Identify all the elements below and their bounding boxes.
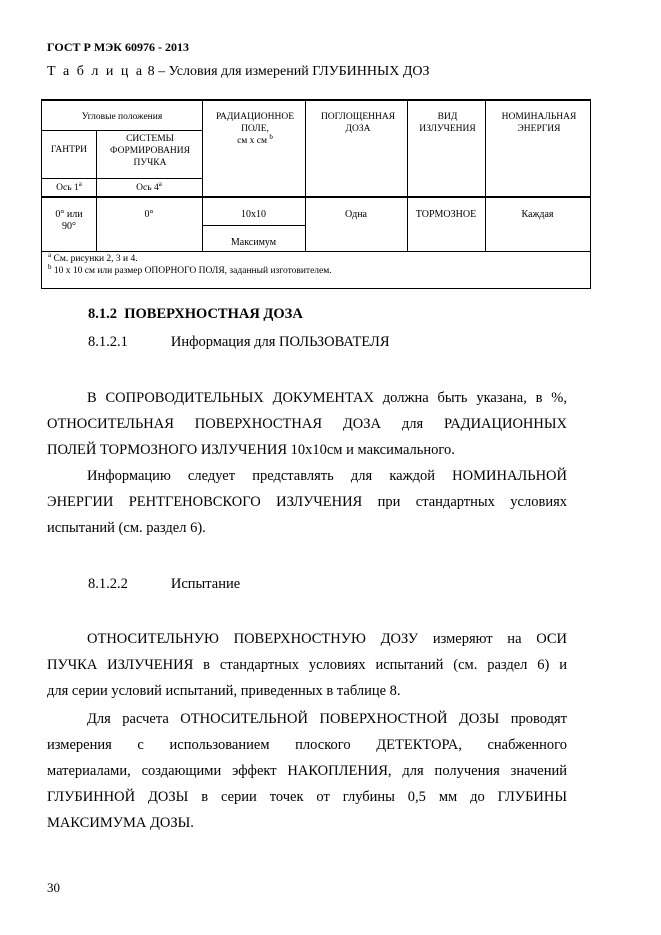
section-8-1-2-heading: 8.1.2 ПОВЕРХНОСТНАЯ ДОЗА bbox=[88, 306, 303, 322]
field-header-unit: см х см $^b$ bbox=[237, 132, 273, 146]
radiation-type-header: ВИД ИЗЛУЧЕНИЯ bbox=[419, 112, 476, 134]
field-header bbox=[205, 111, 305, 147]
paragraph-2: Информацию следует представлять для каждой НОМИНАЛЬНОЙ ЭНЕРГИИ РЕНТГЕНОВСКОГО ИЗЛУЧЕНИЯ при стандартных условиях испытаний (см. раздел 6). bbox=[47, 468, 567, 536]
field-value-1: 10x10 bbox=[241, 209, 266, 220]
axis4-header: Ось 4$^a$ bbox=[136, 179, 162, 193]
table-caption-prefix: Т а б л и ц а bbox=[47, 64, 145, 79]
axis1-header: Ось 1$^a$ bbox=[56, 179, 82, 193]
radiation-type-value: ТОРМОЗНОЕ bbox=[415, 209, 477, 220]
paragraph-1: В СОПРОВОДИТЕЛЬНЫХ ДОКУМЕНТАХ должна быть указана, в %, ОТНОСИТЕЛЬНАЯ ПОВЕРХНОСТНАЯ ДОЗА для РАДИАЦИОННЫХ ПОЛЕЙ ТОРМОЗНОГО ИЗЛУЧЕНИЯ 10х10см и максимального. bbox=[47, 390, 567, 458]
gantry-value: 0° или 90° bbox=[55, 209, 83, 232]
page-number: 30 bbox=[47, 880, 60, 895]
standard-header: ГОСТ Р МЭК 60976 - 2013 bbox=[47, 40, 189, 54]
beam-value: 0° bbox=[144, 209, 154, 220]
absorbed-dose-header: ПОГЛОЩЕННАЯ ДОЗА bbox=[320, 112, 396, 134]
table-note-a: $^a$ См. рисунки 2, 3 и 4. bbox=[48, 250, 138, 264]
paragraph-4: Для расчета ОТНОСИТЕЛЬНОЙ ПОВЕРХНОСТНОЙ ДОЗЫ проводят измерения с использованием плоского ДЕТЕКТОРА, снабженного материалами, создающими эффект НАКОПЛЕНИЯ, для получения значений ГЛУБИННОЙ ДОЗЫ в серии точек от глубины 0,5 мм до ГЛУБИНЫ МАКСИМУМА ДОЗЫ. bbox=[47, 711, 567, 831]
angular-positions-header: Угловые положения bbox=[81, 112, 163, 122]
section-8-1-2-2-heading: 8.1.2.2 Испытание bbox=[88, 576, 241, 592]
field-header-label: РАДИАЦИОННОЕ ПОЛЕ, bbox=[215, 112, 295, 134]
energy-value: Каждая bbox=[521, 209, 554, 220]
table-caption-text: 8 – Условия для измерений ГЛУБИННЫХ ДОЗ bbox=[147, 64, 430, 79]
dose-value: Одна bbox=[345, 209, 367, 220]
table-caption bbox=[47, 64, 430, 80]
gantry-header: ГАНТРИ bbox=[50, 145, 88, 155]
section-8-1-2-1-heading: 8.1.2.1 Информация для ПОЛЬЗОВАТЕЛЯ bbox=[88, 334, 390, 350]
table-note-b: $^b$ 10 х 10 см или размер ОПОРНОГО ПОЛЯ, заданный изготовителем. bbox=[48, 262, 332, 276]
paragraph-3: ОТНОСИТЕЛЬНУЮ ПОВЕРХНОСТНУЮ ДОЗУ измеряют на ОСИ ПУЧКА ИЗЛУЧЕНИЯ в стандартных условиях испытаний (см. раздел 6) и для серии условий испытаний, приведенных в таблице 8. bbox=[47, 631, 567, 699]
field-value-2: Максимум bbox=[230, 237, 277, 248]
beam-forming-header: СИСТЕМЫ ФОРМИРОВАНИЯ ПУЧКА bbox=[110, 134, 190, 168]
conditions-table bbox=[41, 99, 591, 289]
nominal-energy-header: НОМИНАЛЬНАЯ ЭНЕРГИЯ bbox=[501, 112, 577, 134]
